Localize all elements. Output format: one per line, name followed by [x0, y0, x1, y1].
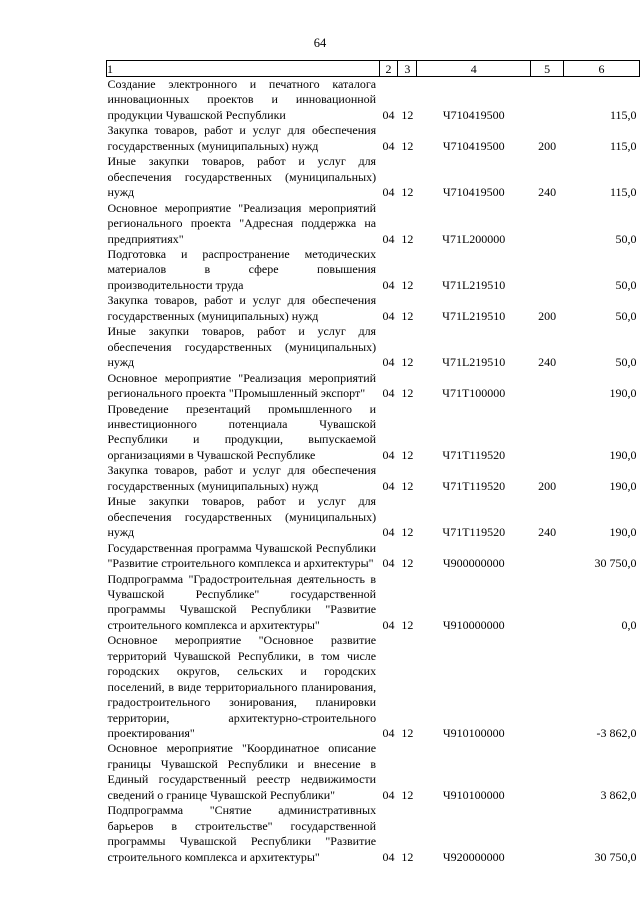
row-subsection: 12 — [401, 308, 414, 323]
row-name: Подготовка и распространение методических материалов в сфере повышения производительности труда — [107, 246, 377, 292]
row-name: Проведение презентаций промышленного и инвестиционного потенциала Чувашской Республики и продукции, выпускаемой организациями в Чувашской Республике — [107, 401, 377, 462]
table-row — [107, 741, 640, 803]
row-target-article: Ч71L219510 — [442, 277, 506, 292]
row-subsection: 12 — [401, 787, 414, 802]
row-expense-type — [531, 201, 564, 247]
row-expense-type: 200 — [538, 138, 557, 153]
header-col-1: 1 — [107, 61, 380, 77]
page-number: 64 — [313, 36, 327, 50]
row-section: 04 — [382, 617, 395, 632]
row-section: 04 — [382, 556, 395, 571]
row-target-article: Ч71T119520 — [442, 525, 506, 540]
row-amount: 3 862,0 — [600, 787, 637, 802]
row-name: Подпрограмма "Градостроительная деятельность в Чувашской Республике" государственной программы Чувашской Республики "Развитие строительного комплекса и архитектуры" — [107, 571, 377, 632]
row-amount: 190,0 — [609, 525, 637, 540]
row-section: 04 — [382, 478, 395, 493]
row-section: 04 — [382, 386, 395, 401]
row-subsection: 12 — [401, 386, 414, 401]
row-name: Основное мероприятие "Реализация мероприятий регионального проекта "Промышленный экспорт" — [107, 370, 377, 401]
row-expense-type — [531, 741, 564, 803]
row-amount: 115,0 — [609, 138, 637, 153]
row-expense-type — [531, 371, 564, 402]
row-name: Государственная программа Чувашской Республики "Развитие строительного комплекса и архитектуры" — [107, 540, 377, 571]
table-body — [107, 77, 640, 866]
row-target-article: Ч71T100000 — [442, 386, 506, 401]
row-amount: 50,0 — [615, 308, 637, 323]
row-expense-type — [531, 572, 564, 634]
table-row — [107, 541, 640, 572]
row-name: Закупка товаров, работ и услуг для обеспечения государственных (муниципальных) нужд — [107, 293, 377, 323]
row-target-article: Ч710419500 — [442, 107, 505, 122]
row-amount: 115,0 — [609, 107, 637, 122]
header-col-5: 5 — [531, 61, 564, 77]
row-section: 04 — [382, 185, 395, 200]
table-row — [107, 572, 640, 634]
row-expense-type — [531, 77, 564, 124]
row-target-article: Ч910100000 — [442, 726, 505, 741]
row-amount: 115,0 — [609, 185, 637, 200]
row-expense-type: 200 — [538, 478, 557, 493]
row-name: Основное мероприятие "Реализация мероприятий регионального проекта "Адресная поддержка на предприятиях" — [107, 200, 377, 246]
row-expense-type — [531, 633, 564, 741]
row-amount: -3 862,0 — [596, 726, 637, 741]
row-name: Закупка товаров, работ и услуг для обеспечения государственных (муниципальных) нужд — [107, 463, 377, 493]
row-section: 04 — [382, 355, 395, 370]
table-row — [107, 402, 640, 464]
header-col-4: 4 — [417, 61, 531, 77]
row-section: 04 — [382, 447, 395, 462]
row-amount: 190,0 — [609, 386, 637, 401]
header-row — [107, 61, 640, 77]
table-row — [107, 293, 640, 324]
row-name: Иные закупки товаров, работ и услуг для обеспечения государственных (муниципальных) нужд — [107, 494, 377, 540]
row-section: 04 — [382, 787, 395, 802]
row-subsection: 12 — [401, 726, 414, 741]
table-row — [107, 494, 640, 540]
row-subsection: 12 — [401, 231, 414, 246]
row-amount: 50,0 — [615, 231, 637, 246]
row-section: 04 — [382, 277, 395, 292]
row-amount: 50,0 — [615, 277, 637, 292]
row-name: Основное мероприятие "Основное развитие территорий Чувашской Республики, в том числе городских округов, сельских и городских поселений, в виде территориального планирования, градостроительного зонирования, планировки территории, архитектурно-строительного проектирования" — [107, 633, 377, 741]
row-target-article: Ч71L219510 — [442, 355, 506, 370]
row-name: Иные закупки товаров, работ и услуг для обеспечения государственных (муниципальных) нужд — [107, 154, 377, 200]
table-row — [107, 633, 640, 741]
row-expense-type — [531, 402, 564, 464]
table-row — [107, 201, 640, 247]
row-name: Закупка товаров, работ и услуг для обеспечения государственных (муниципальных) нужд — [107, 123, 377, 153]
row-subsection: 12 — [401, 277, 414, 292]
row-amount: 50,0 — [615, 355, 637, 370]
row-subsection: 12 — [401, 849, 414, 864]
row-target-article: Ч920000000 — [442, 849, 505, 864]
row-name: Подпрограмма "Снятие административных барьеров в строительстве" государственной программы Чувашской Республики "Развитие строительного комплекса и архитектуры" — [107, 803, 377, 864]
table-row — [107, 247, 640, 293]
table-row — [107, 154, 640, 200]
row-subsection: 12 — [401, 556, 414, 571]
row-subsection: 12 — [401, 447, 414, 462]
row-amount: 190,0 — [609, 478, 637, 493]
row-section: 04 — [382, 726, 395, 741]
table-header — [107, 61, 640, 77]
row-name: Создание электронного и печатного каталога инновационных проектов и инновационной продукции Чувашской Республики — [107, 77, 377, 122]
row-target-article: Ч71T119520 — [442, 447, 506, 462]
row-amount: 30 750,0 — [594, 556, 637, 571]
row-name: Иные закупки товаров, работ и услуг для обеспечения государственных (муниципальных) нужд — [107, 324, 377, 370]
row-expense-type: 200 — [538, 308, 557, 323]
table-row — [107, 463, 640, 494]
row-section: 04 — [382, 849, 395, 864]
row-target-article: Ч71L219510 — [442, 308, 506, 323]
row-amount: 30 750,0 — [594, 849, 637, 864]
header-col-2: 2 — [379, 61, 398, 77]
row-name: Основное мероприятие "Координатное описание границы Чувашской Республики и внесение в Единый государственный реестр недвижимости сведений о границе Чувашской Республики" — [107, 741, 377, 802]
row-expense-type: 240 — [538, 185, 557, 200]
row-expense-type: 240 — [538, 525, 557, 540]
row-target-article: Ч710419500 — [442, 138, 505, 153]
table-row — [107, 123, 640, 154]
row-expense-type — [531, 541, 564, 572]
row-section: 04 — [382, 231, 395, 246]
header-col-3: 3 — [398, 61, 417, 77]
row-section: 04 — [382, 138, 395, 153]
row-subsection: 12 — [401, 617, 414, 632]
row-section: 04 — [382, 308, 395, 323]
row-target-article: Ч710419500 — [442, 185, 505, 200]
row-section: 04 — [382, 107, 395, 122]
row-subsection: 12 — [401, 138, 414, 153]
header-col-6: 6 — [563, 61, 639, 77]
table-row — [107, 324, 640, 370]
row-subsection: 12 — [401, 185, 414, 200]
table-row — [107, 371, 640, 402]
row-target-article: Ч910000000 — [442, 617, 505, 632]
row-target-article: Ч71T119520 — [442, 478, 506, 493]
table-row — [107, 77, 640, 124]
table-row — [107, 803, 640, 865]
row-target-article: Ч900000000 — [442, 556, 505, 571]
row-expense-type — [531, 803, 564, 865]
row-subsection: 12 — [401, 107, 414, 122]
row-expense-type: 240 — [538, 355, 557, 370]
budget-table — [106, 60, 640, 865]
row-amount: 190,0 — [609, 447, 637, 462]
row-expense-type — [531, 247, 564, 293]
row-target-article: Ч71L200000 — [442, 231, 506, 246]
row-subsection: 12 — [401, 525, 414, 540]
row-subsection: 12 — [401, 478, 414, 493]
row-target-article: Ч910100000 — [442, 787, 505, 802]
row-section: 04 — [382, 525, 395, 540]
row-amount: 0,0 — [621, 617, 637, 632]
row-subsection: 12 — [401, 355, 414, 370]
